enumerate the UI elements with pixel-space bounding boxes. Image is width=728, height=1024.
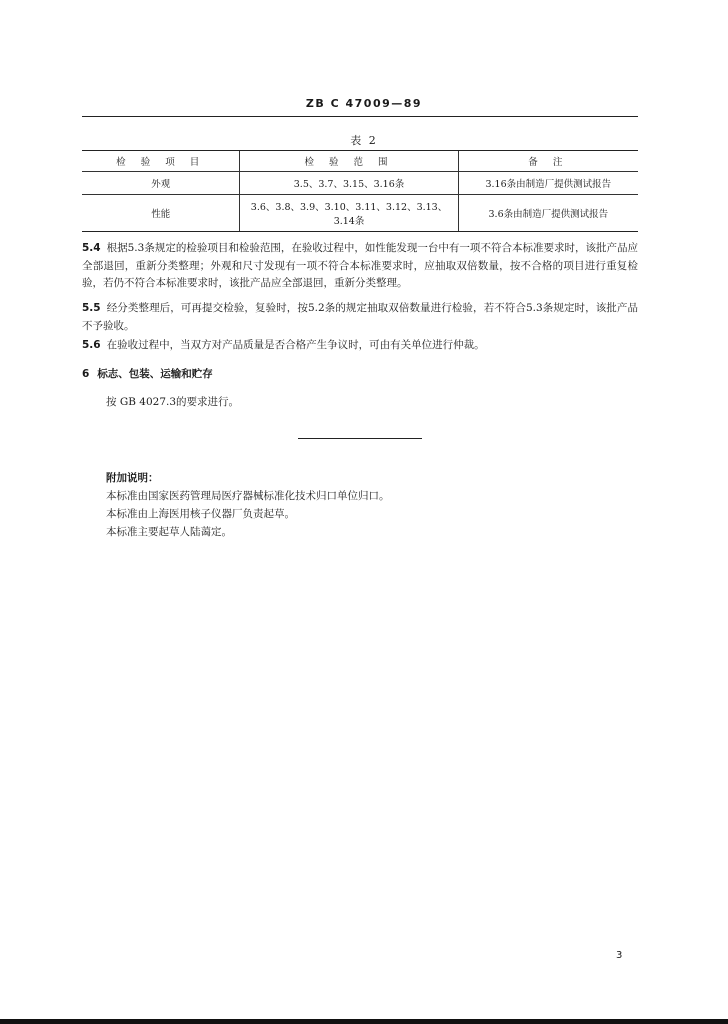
section-number: 6 [82, 368, 90, 380]
section-title-text: 标志、包装、运输和贮存 [97, 368, 213, 380]
table-row [82, 195, 638, 232]
appendix-heading: 附加说明： [106, 472, 159, 484]
clause-number: 5.6 [82, 339, 101, 351]
table-title: 表 2 [350, 134, 378, 147]
table-header-row [82, 151, 638, 172]
clause-text: 在验收过程中，当双方对产品质量是否合格产生争议时，可由有关单位进行仲裁。 [106, 339, 485, 351]
clause-number: 5.5 [82, 302, 101, 314]
appendix-line: 本标准由国家医药管理局医疗器械标准化技术归口单位归口。 [106, 490, 390, 502]
end-rule [298, 438, 422, 439]
table-cell: 性能 [82, 195, 240, 232]
column-header-item: 检 验 项 目 [82, 151, 240, 172]
clause-text: 经分类整理后，可再提交检验，复验时，按5.2条的规定抽取双倍数量进行检验，若不符合5.3条规定时，该批产品不予验收。 [82, 302, 638, 332]
table-cell: 3.16条由制造厂提供测试报告 [458, 172, 638, 195]
column-header-remarks: 备 注 [458, 151, 638, 172]
standard-code-header: ZB C 47009—89 [305, 97, 423, 110]
appendix-line: 本标准主要起草人陆蔼定。 [106, 526, 232, 538]
page-number: 3 [616, 950, 623, 961]
table-cell: 3.5、3.7、3.15、3.16条 [240, 172, 458, 195]
appendix-line: 本标准由上海医用核子仪器厂负责起草。 [106, 508, 295, 520]
scan-edge-bar [0, 1019, 728, 1024]
section-6-title [82, 366, 213, 381]
clause-text: 根据5.3条规定的检验项目和检验范围，在验收过程中，如性能发现一台中有一项不符合本标准要求时，该批产品应全部退回，重新分类整理；外观和尺寸发现有一项不符合本标准要求时，应抽取双倍数量，按不合格的项目进行重复检验，若仍不符合本标准要求时，该批产品应全部退回，重新分类整理。 [82, 242, 638, 289]
table-cell: 3.6、3.8、3.9、3.10、3.11、3.12、3.13、3.14条 [240, 195, 458, 232]
clause-5-6 [82, 337, 638, 355]
table-cell: 3.6条由制造厂提供测试报告 [458, 195, 638, 232]
table-row [82, 172, 638, 195]
section-6-body: 按 GB 4027.3的要求进行。 [106, 396, 240, 408]
appendix-notes [106, 469, 390, 541]
clause-number: 5.4 [82, 242, 101, 254]
column-header-scope: 检 验 范 围 [240, 151, 458, 172]
table-cell: 外观 [82, 172, 240, 195]
clause-5-5 [82, 300, 638, 335]
clause-5-4 [82, 240, 638, 293]
header-rule [82, 116, 638, 117]
inspection-table [82, 150, 638, 232]
